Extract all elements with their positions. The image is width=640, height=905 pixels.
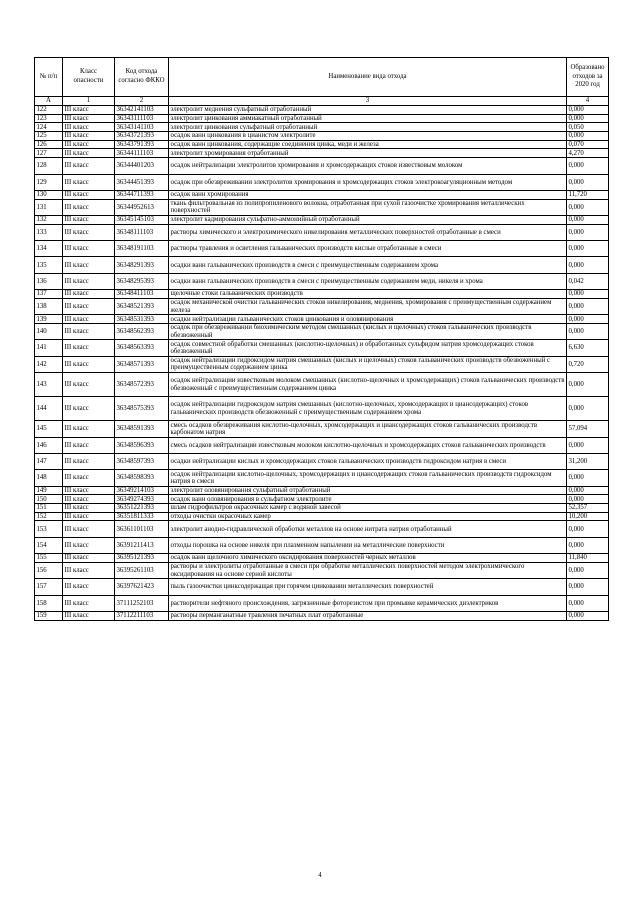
waste-name: растворы перманганатные травления печатных плат отработанные [169, 612, 567, 621]
waste-name: электролит цинкования сульфатный отработанный [169, 123, 567, 132]
hazard-class: III класс [63, 340, 115, 356]
fkko-code: 37111252103 [115, 595, 169, 611]
waste-amount: 0,000 [567, 612, 609, 621]
hazard-class: III класс [63, 512, 115, 521]
fkko-code: 36344111103 [115, 149, 169, 158]
fkko-code: 36344401203 [115, 158, 169, 174]
table-row [35, 470, 609, 486]
fkko-code: 36391211413 [115, 537, 169, 553]
table-row [35, 595, 609, 611]
waste-name: шлам гидрофильтров окрасочных камер с водяной завесой [169, 504, 567, 513]
hazard-class: III класс [63, 595, 115, 611]
waste-amount: 6,630 [567, 340, 609, 356]
hazard-class: III класс [63, 356, 115, 372]
fkko-code: 36348191103 [115, 241, 169, 257]
hazard-class: III класс [63, 373, 115, 397]
row-number: 127 [35, 149, 63, 158]
hazard-class: III класс [63, 132, 115, 141]
waste-amount: 0,000 [567, 579, 609, 595]
fkko-code: 36343141103 [115, 123, 169, 132]
fkko-code: 36348597393 [115, 453, 169, 469]
table-row [35, 298, 609, 314]
waste-amount: 0,000 [567, 132, 609, 141]
waste-name: осадок ванн щелочного химического оксидирования поверхностей черных металлов [169, 554, 567, 563]
waste-name: электролит меднения сульфатный отработанный [169, 106, 567, 115]
row-number: 135 [35, 257, 63, 273]
row-number: 149 [35, 486, 63, 495]
waste-name: осадки ванн гальванических производств в смеси с преимущественным содержанием меди, никеля и хрома [169, 273, 567, 289]
waste-amount: 0,000 [567, 486, 609, 495]
waste-amount: 0,000 [567, 324, 609, 340]
waste-name: электролит кадмирования сульфатно-аммонийный отработанный [169, 215, 567, 224]
table-row [35, 149, 609, 158]
row-number: 138 [35, 298, 63, 314]
waste-name: растворы и электролиты отработанные в смеси при обработке металлических поверхностей методом электрохимического оксидирования на основе серной кислоты [169, 562, 567, 578]
fkko-code: 36344711393 [115, 190, 169, 199]
hazard-class: III класс [63, 486, 115, 495]
header-waste-name: Наименование вида отхода [169, 58, 567, 97]
waste-name: электролит хромирования отработанный [169, 149, 567, 158]
hazard-class: III класс [63, 579, 115, 595]
table-row [35, 453, 609, 469]
waste-amount: 10,200 [567, 512, 609, 521]
waste-amount: 0,000 [567, 495, 609, 504]
table-row [35, 315, 609, 324]
waste-amount: 0,000 [567, 397, 609, 421]
row-number: 147 [35, 453, 63, 469]
column-letter: А [35, 97, 63, 106]
table-row [35, 356, 609, 372]
row-number: 159 [35, 612, 63, 621]
hazard-class: III класс [63, 158, 115, 174]
waste-name: осадок ванн хромирования [169, 190, 567, 199]
waste-table [34, 57, 609, 621]
column-letter: 2 [115, 97, 169, 106]
waste-name: ткань фильтровальная из полипропиленового волокна, отработанная при сухой газоочистке хромирования металлических поверхностей [169, 199, 567, 215]
waste-amount: 0,000 [567, 562, 609, 578]
hazard-class: III класс [63, 199, 115, 215]
hazard-class: III класс [63, 495, 115, 504]
row-number: 132 [35, 215, 63, 224]
header-fkko-code: Код отхода согласно ФККО [115, 58, 169, 97]
hazard-class: III класс [63, 273, 115, 289]
waste-name: отходы порошка на основе никеля при плазменном напылении на металлические поверхности [169, 537, 567, 553]
waste-amount: 0,000 [567, 290, 609, 299]
hazard-class: III класс [63, 315, 115, 324]
table-row [35, 373, 609, 397]
fkko-code: 36348111103 [115, 224, 169, 240]
column-letter: 4 [567, 97, 609, 106]
waste-amount: 0,720 [567, 356, 609, 372]
table-row [35, 562, 609, 578]
table-row [35, 437, 609, 453]
waste-name: осадок совместной обработки смешанных (кислотно-щелочных) и обработанных сульфидом натрия хромсодержащих стоков обезвоженный [169, 340, 567, 356]
hazard-class: III класс [63, 470, 115, 486]
hazard-class: III класс [63, 453, 115, 469]
waste-amount: 0,000 [567, 537, 609, 553]
row-number: 123 [35, 114, 63, 123]
waste-name: растворители нефтяного происхождения, загрязненные фоторезистом при промывке керамических диэлектриков [169, 595, 567, 611]
hazard-class: III класс [63, 149, 115, 158]
waste-name: осадок ванн цинкования в цианистом электролите [169, 132, 567, 141]
fkko-code: 36344451393 [115, 174, 169, 190]
waste-name: осадок нейтрализации кислотно-щелочных, хромсодержащих и циансодержащих стоков гальванических производств гидроксидом натрия в смеси [169, 470, 567, 486]
fkko-code: 36348571393 [115, 356, 169, 372]
waste-name: осадки нейтрализации кислых и хромсодержащих стоков гальванических производств гидроксидом натрия в смеси [169, 453, 567, 469]
waste-amount: 0,000 [567, 257, 609, 273]
waste-name: отходы очистки окрасочных камер [169, 512, 567, 521]
waste-amount: 0,070 [567, 140, 609, 149]
row-number: 156 [35, 562, 63, 578]
waste-name: электролит оловянирования сульфатный отработанный [169, 486, 567, 495]
waste-name: пыль газоочистки цинксодержащая при горячем цинковании металлических поверхностей [169, 579, 567, 595]
table-row [35, 215, 609, 224]
fkko-code: 36348563393 [115, 340, 169, 356]
table-row [35, 140, 609, 149]
waste-name: осадок при обезвреживании электролитов хромирования и хромсодержащих стоков электрокоагуляционным методом [169, 174, 567, 190]
waste-name: смесь осадков обезвреживания кислотно-щелочных, хромсодержащих и циансодержащих стоков гальванических производств карбонатом натрия [169, 421, 567, 437]
waste-amount: 11,840 [567, 554, 609, 563]
hazard-class: III класс [63, 324, 115, 340]
row-number: 155 [35, 554, 63, 563]
waste-name: осадки нейтрализации гальванических стоков цинкования и оловянирования [169, 315, 567, 324]
waste-amount: 0,000 [567, 373, 609, 397]
waste-amount: 0,000 [567, 174, 609, 190]
fkko-code: 36348598393 [115, 470, 169, 486]
hazard-class: III класс [63, 215, 115, 224]
hazard-class: III класс [63, 537, 115, 553]
row-number: 126 [35, 140, 63, 149]
waste-amount: 0,000 [567, 106, 609, 115]
waste-amount: 0,000 [567, 224, 609, 240]
table-row [35, 504, 609, 513]
waste-name: электролит анодно-гидравлической обработки металлов на основе нитрата натрия отработанный [169, 521, 567, 537]
column-letter: 1 [63, 97, 115, 106]
table-row [35, 340, 609, 356]
row-number: 153 [35, 521, 63, 537]
table-row [35, 521, 609, 537]
row-number: 136 [35, 273, 63, 289]
table-row [35, 190, 609, 199]
fkko-code: 36348521393 [115, 298, 169, 314]
fkko-code: 36348411103 [115, 290, 169, 299]
table-row [35, 241, 609, 257]
hazard-class: III класс [63, 290, 115, 299]
row-number: 125 [35, 132, 63, 141]
row-number: 129 [35, 174, 63, 190]
fkko-code: 36345145103 [115, 215, 169, 224]
fkko-code: 36351221393 [115, 504, 169, 513]
hazard-class: III класс [63, 437, 115, 453]
waste-amount: 0,000 [567, 315, 609, 324]
hazard-class: III класс [63, 397, 115, 421]
table-row [35, 106, 609, 115]
waste-name: осадок нейтрализации гидроксидом натрия смешанных (кислых и щелочных) стоков гальванических производств обезвоженный с преимущественным содержанием цинка [169, 356, 567, 372]
fkko-code: 36343111103 [115, 114, 169, 123]
table-row [35, 512, 609, 521]
hazard-class: III класс [63, 106, 115, 115]
fkko-code: 36348596393 [115, 437, 169, 453]
table-row [35, 132, 609, 141]
waste-name: осадок нейтрализации электролитов хромирования и хромсодержащих стоков известковым молоком [169, 158, 567, 174]
fkko-code: 36348295393 [115, 273, 169, 289]
table-body [35, 106, 609, 621]
fkko-code: 36349214103 [115, 486, 169, 495]
fkko-code: 36348572393 [115, 373, 169, 397]
waste-amount: 31,200 [567, 453, 609, 469]
waste-name: осадок нейтрализации гидроксидом натрия смешанных (кислотно-щелочных, хромсодержащих и циансодержащих) стоков гальванических производств обезвоженный с преимущественным содержанием хрома [169, 397, 567, 421]
table-row [35, 199, 609, 215]
fkko-code: 36395261103 [115, 562, 169, 578]
row-number: 148 [35, 470, 63, 486]
row-number: 143 [35, 373, 63, 397]
hazard-class: III класс [63, 298, 115, 314]
column-letter: 3 [169, 97, 567, 106]
row-number: 133 [35, 224, 63, 240]
fkko-code: 36348575393 [115, 397, 169, 421]
fkko-code: 36344952613 [115, 199, 169, 215]
fkko-code: 36351811333 [115, 512, 169, 521]
row-number: 151 [35, 504, 63, 513]
hazard-class: III класс [63, 257, 115, 273]
row-number: 141 [35, 340, 63, 356]
row-number: 137 [35, 290, 63, 299]
table-row [35, 579, 609, 595]
hazard-class: III класс [63, 421, 115, 437]
waste-name: осадок ванн оловянирования в сульфатном электролите [169, 495, 567, 504]
hazard-class: III класс [63, 612, 115, 621]
row-number: 134 [35, 241, 63, 257]
row-number: 124 [35, 123, 63, 132]
row-number: 130 [35, 190, 63, 199]
fkko-code: 36395121393 [115, 554, 169, 563]
table-row [35, 273, 609, 289]
waste-name: осадок ванн цинкования, содержащие соединения цинка, меди и железа [169, 140, 567, 149]
table-row [35, 397, 609, 421]
waste-amount: 0,000 [567, 521, 609, 537]
waste-amount: 0,042 [567, 273, 609, 289]
hazard-class: III класс [63, 562, 115, 578]
fkko-code: 36348591393 [115, 421, 169, 437]
waste-amount: 0,000 [567, 241, 609, 257]
table-row [35, 537, 609, 553]
waste-amount: 0,000 [567, 595, 609, 611]
header-amount: Образовано отходов за 2020 год [567, 58, 609, 97]
fkko-code: 36348531393 [115, 315, 169, 324]
row-number: 150 [35, 495, 63, 504]
row-number: 142 [35, 356, 63, 372]
table-row [35, 612, 609, 621]
row-number: 157 [35, 579, 63, 595]
table-row [35, 290, 609, 299]
hazard-class: III класс [63, 241, 115, 257]
fkko-code: 36349274393 [115, 495, 169, 504]
fkko-code: 36343791393 [115, 140, 169, 149]
waste-amount: 52,357 [567, 504, 609, 513]
waste-amount: 0,000 [567, 114, 609, 123]
table-row [35, 114, 609, 123]
row-number: 144 [35, 397, 63, 421]
fkko-code: 36342141103 [115, 106, 169, 115]
waste-amount: 0,000 [567, 470, 609, 486]
waste-name: щелочные стоки гальванических производств [169, 290, 567, 299]
waste-amount: 0,000 [567, 298, 609, 314]
table-row [35, 123, 609, 132]
table-row [35, 421, 609, 437]
fkko-code: 36348562393 [115, 324, 169, 340]
hazard-class: III класс [63, 123, 115, 132]
hazard-class: III класс [63, 554, 115, 563]
waste-amount: 0,000 [567, 437, 609, 453]
table-row [35, 554, 609, 563]
row-number: 128 [35, 158, 63, 174]
hazard-class: III класс [63, 521, 115, 537]
waste-amount: 0,050 [567, 123, 609, 132]
row-number: 139 [35, 315, 63, 324]
hazard-class: III класс [63, 224, 115, 240]
fkko-code: 37112211103 [115, 612, 169, 621]
table-row [35, 486, 609, 495]
hazard-class: III класс [63, 114, 115, 123]
waste-name: смесь осадков нейтрализации известковым молоком кислотно-щелочных и хромсодержащих стоков гальванических производств [169, 437, 567, 453]
table-row [35, 324, 609, 340]
hazard-class: III класс [63, 504, 115, 513]
row-number: 152 [35, 512, 63, 521]
row-number: 122 [35, 106, 63, 115]
row-number: 154 [35, 537, 63, 553]
fkko-code: 36361101103 [115, 521, 169, 537]
waste-name: растворы травления и осветления гальванических производств кислые отработанные в смеси [169, 241, 567, 257]
waste-name: осадок нейтрализации известковым молоком смешанных (кислотно-щелочных и хромсодержащих) стоков гальванических производств обезвоженный с преимущественным содержанием цинка [169, 373, 567, 397]
hazard-class: III класс [63, 140, 115, 149]
table-row [35, 495, 609, 504]
waste-name: электролит цинкования аммиакатный отработанный [169, 114, 567, 123]
table-row [35, 257, 609, 273]
waste-amount: 4,270 [567, 149, 609, 158]
waste-name: осадок при обезвреживании биохимическим методом смешанных (кислых и щелочных) стоков гальванических производств обезвоженный [169, 324, 567, 340]
fkko-code: 36397621423 [115, 579, 169, 595]
fkko-code: 36348291393 [115, 257, 169, 273]
header-hazard-class: Класс опасности [63, 58, 115, 97]
page-number: 4 [318, 872, 322, 879]
fkko-code: 36343721393 [115, 132, 169, 141]
waste-amount: 11,720 [567, 190, 609, 199]
waste-name: растворы химического и электрохимического никелирования металлических поверхностей отработанные в смеси [169, 224, 567, 240]
waste-name: осадки ванн гальванических производств в смеси с преимущественным содержанием хрома [169, 257, 567, 273]
row-number: 131 [35, 199, 63, 215]
row-number: 140 [35, 324, 63, 340]
hazard-class: III класс [63, 190, 115, 199]
row-number: 158 [35, 595, 63, 611]
waste-amount: 57,094 [567, 421, 609, 437]
waste-amount: 0,000 [567, 199, 609, 215]
header-num: № п/п [35, 58, 63, 97]
table-row [35, 174, 609, 190]
hazard-class: III класс [63, 174, 115, 190]
row-number: 145 [35, 421, 63, 437]
table-row [35, 158, 609, 174]
waste-name: осадок механической очистки гальванических стоков никелирования, меднения, хромирования с преимущественным содержанием железа [169, 298, 567, 314]
row-number: 146 [35, 437, 63, 453]
table-header [35, 58, 609, 106]
table-row [35, 224, 609, 240]
waste-amount: 0,000 [567, 158, 609, 174]
waste-amount: 0,000 [567, 215, 609, 224]
